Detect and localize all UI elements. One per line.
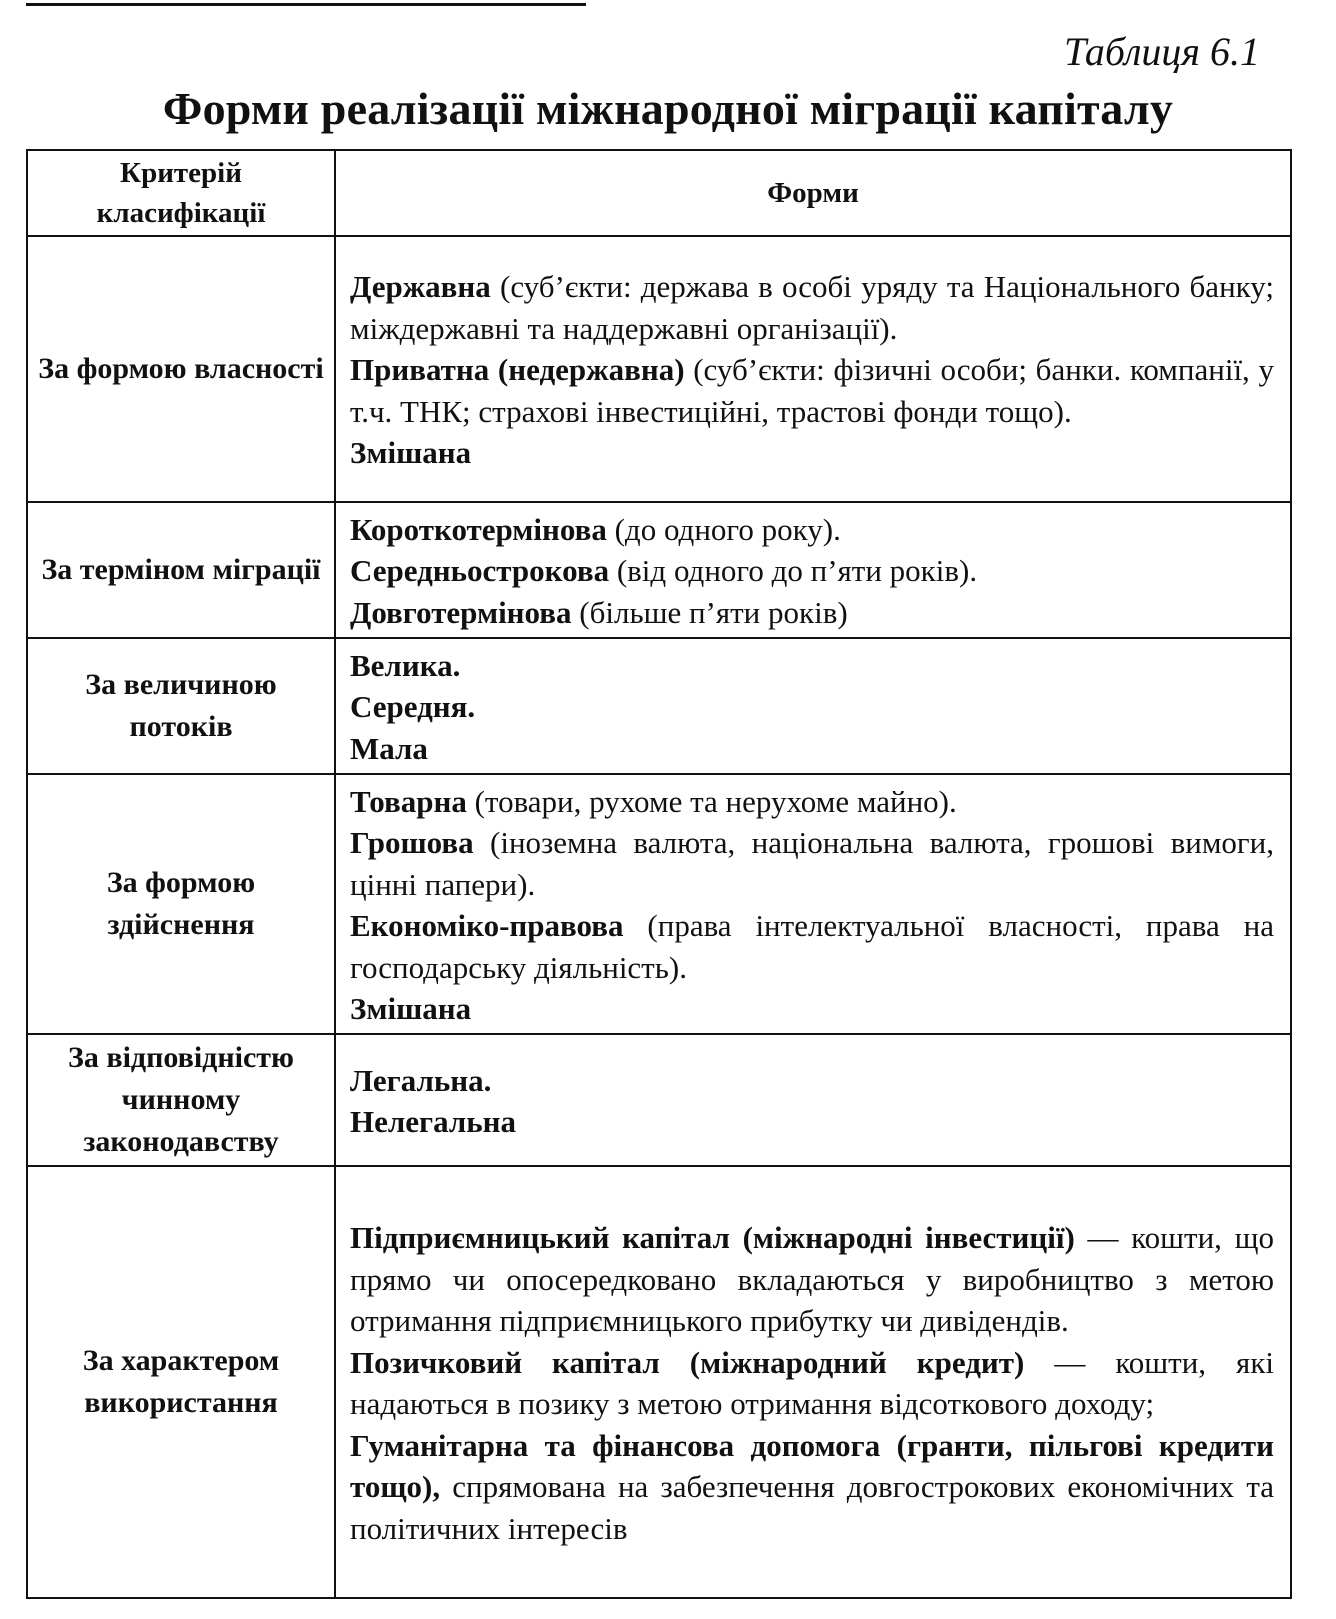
top-rule <box>26 3 586 6</box>
form-item <box>350 592 1274 634</box>
form-item <box>350 686 1274 728</box>
form-item <box>350 432 1274 474</box>
form-description: — кошти, які надаються в позику з метою отримання відсоткового доходу; <box>350 1344 1274 1421</box>
table-row <box>27 236 1291 502</box>
form-name: Короткотермінова <box>350 511 607 547</box>
form-name: Економіко-правова <box>350 908 624 943</box>
form-name: Позичковий капітал (міжнародний кредит) <box>350 1344 1025 1380</box>
form-name: Середня. <box>350 689 476 725</box>
form-item <box>350 550 1274 592</box>
header-forms: Форми <box>335 150 1291 236</box>
forms-cell <box>335 502 1291 638</box>
form-name: Нелегальна <box>350 1104 517 1139</box>
criterion-cell: За формою здійснення <box>27 774 335 1034</box>
form-name: Середньострокова <box>350 553 610 589</box>
form-name: Довготермінова <box>350 594 572 630</box>
table-header-row <box>27 150 1291 236</box>
criterion-cell: За характером використання <box>27 1166 335 1598</box>
form-description: (товари, рухоме та нерухоме майно). <box>466 783 957 819</box>
form-item <box>350 728 1274 770</box>
table-row <box>27 502 1291 638</box>
form-item <box>350 1060 1274 1102</box>
table-row <box>27 638 1291 774</box>
form-item <box>350 1101 1274 1143</box>
form-item <box>350 781 1274 823</box>
form-description: (до одного року). <box>606 511 841 547</box>
form-description: (суб’єкти: фізичні особи; банки. компанії, у т.ч. ТНК; страхові інвестиційні, трастові фонди тощо). <box>350 352 1274 429</box>
form-description: (іноземна валюта, національна валюта, грошові вимоги, цінні папери). <box>350 825 1274 902</box>
forms-cell <box>335 1034 1291 1166</box>
form-item <box>350 1425 1274 1550</box>
form-description: спрямована на забезпечення довгострокових економічних та політичних інтересів <box>350 1469 1274 1546</box>
table-row <box>27 1034 1291 1166</box>
forms-cell <box>335 1166 1291 1598</box>
header-criterion: Критерій класифікації <box>27 150 335 236</box>
form-description: — кошти, що прямо чи опосередковано вкладаються у виробництво з метою отримання підприємницького прибутку чи дивідендів. <box>350 1220 1274 1338</box>
form-name: Товарна <box>350 783 467 819</box>
form-item <box>350 349 1274 432</box>
form-name: Змішана <box>350 435 472 471</box>
form-item <box>350 645 1274 687</box>
forms-cell <box>335 638 1291 774</box>
form-description: (від одного до п’яти років). <box>609 553 978 589</box>
form-description: (більше п’яти років) <box>571 594 848 630</box>
form-name: Гуманітарна та фінансова допомога (гранти, пільгові кредити тощо), <box>350 1427 1274 1504</box>
page-title: Форми реалізації міжнародної міграції капіталу <box>162 83 1174 134</box>
form-item <box>350 509 1274 551</box>
forms-cell <box>335 774 1291 1034</box>
form-name: Підприємницький капітал (міжнародні інвестиції) <box>350 1220 1075 1255</box>
form-item <box>350 266 1274 349</box>
table-number: Таблиця 6.1 <box>1064 29 1260 74</box>
criterion-cell: За формою власності <box>27 236 335 502</box>
form-name: Змішана <box>350 991 472 1026</box>
form-name: Приватна (недержавна) <box>350 352 685 388</box>
form-description: (права інтелектуальної власності, права на господарську діяльність). <box>350 908 1274 985</box>
form-item <box>350 822 1274 905</box>
form-name: Легальна. <box>350 1062 492 1098</box>
criterion-cell: За відповідністю чинному законодавству <box>27 1034 335 1166</box>
form-item <box>350 988 1274 1030</box>
criterion-cell: За терміном міграції <box>27 502 335 638</box>
forms-table <box>26 149 1292 1599</box>
form-description: (суб’єкти: держава в особі уряду та Національного банку; міждержавні та наддержавні організації). <box>350 269 1274 346</box>
form-item <box>350 905 1274 988</box>
form-name: Мала <box>350 730 428 766</box>
forms-cell <box>335 236 1291 502</box>
criterion-cell: За величиною потоків <box>27 638 335 774</box>
form-name: Державна <box>350 269 491 305</box>
table-row <box>27 774 1291 1034</box>
table-row <box>27 1166 1291 1598</box>
form-name: Грошова <box>350 825 474 860</box>
form-item <box>350 1342 1274 1425</box>
form-item <box>350 1217 1274 1342</box>
form-name: Велика. <box>350 647 461 683</box>
